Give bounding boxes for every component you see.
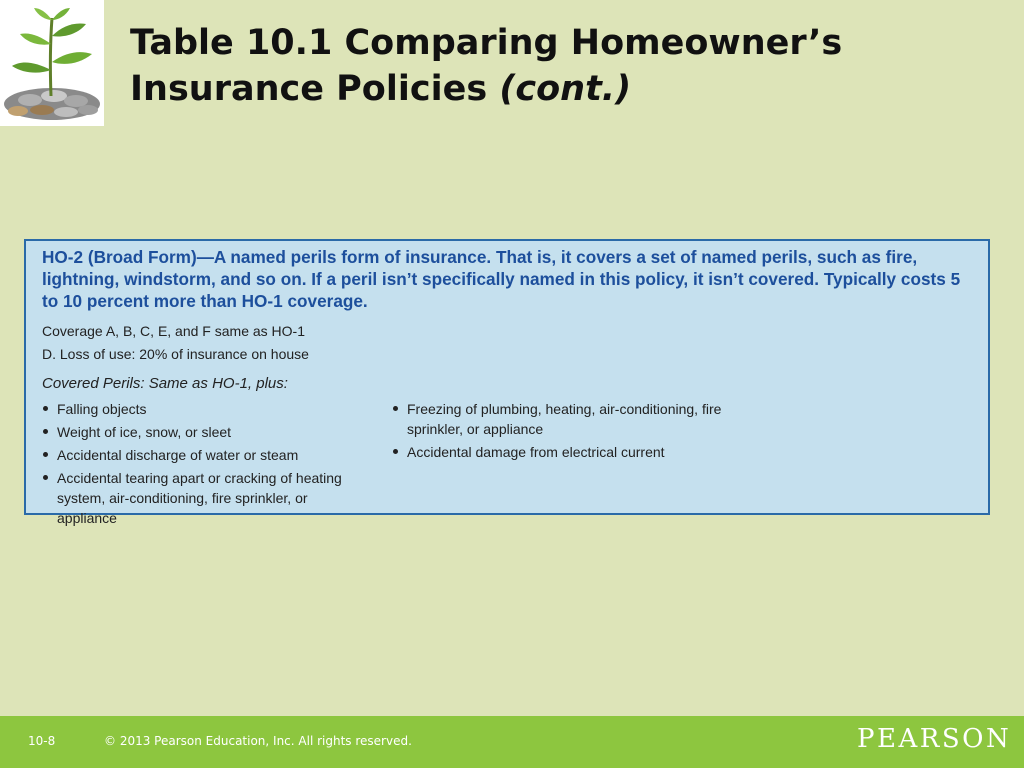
bullet-icon (43, 406, 48, 411)
list-item (42, 399, 362, 419)
list-item (42, 445, 362, 465)
ho2-heading: HO-2 (Broad Form)—A named perils form of insurance. That is, it covers a set of named perils, such as fire, lightning, windstorm, and so on. If a peril isn’t specifically named in this policy, it isn’t covered. Typically costs 5 to 10 percent more than HO-1 coverage. (42, 247, 961, 311)
copyright-notice: © 2013 Pearson Education, Inc. All rights reserved. (104, 734, 412, 748)
ho2-policy-table (24, 239, 990, 526)
plant-coins-icon (0, 0, 104, 126)
slide-number: 10-8 (28, 734, 56, 748)
list-item (392, 399, 722, 439)
list-item (392, 442, 722, 462)
bullet-icon (43, 429, 48, 434)
peril-text: Accidental discharge of water or steam (57, 447, 299, 463)
coverage-line-loss-of-use: D. Loss of use: 20% of insurance on house (42, 346, 309, 362)
peril-text: Accidental damage from electrical current (407, 444, 665, 460)
bullet-icon (393, 449, 398, 454)
peril-text: Falling objects (57, 401, 147, 417)
bullet-icon (43, 452, 48, 457)
list-item (42, 422, 362, 442)
perils-list-right (392, 399, 722, 465)
covered-perils-heading: Covered Perils: Same as HO-1, plus: (42, 375, 288, 392)
peril-text: Accidental tearing apart or cracking of heating system, air-conditioning, fire sprinkler, or appliance (57, 470, 342, 526)
peril-text: Freezing of plumbing, heating, air-conditioning, fire sprinkler, or appliance (407, 401, 722, 437)
slide-title-suffix: (cont.) (499, 69, 632, 109)
plant-coins-logo-image (0, 0, 104, 126)
bullet-icon (393, 406, 398, 411)
slide-title-text: Table 10.1 Comparing Homeowner’s Insurance Policies (130, 23, 843, 109)
coverage-line-same-as-ho1: Coverage A, B, C, E, and F same as HO-1 (42, 323, 305, 339)
perils-list-left (42, 399, 362, 531)
slide-title (130, 20, 1000, 112)
list-item (42, 468, 362, 528)
bullet-icon (43, 475, 48, 480)
footer-bar (0, 716, 1024, 768)
pearson-logo: PEARSON (857, 724, 1012, 754)
peril-text: Weight of ice, snow, or sleet (57, 424, 232, 440)
